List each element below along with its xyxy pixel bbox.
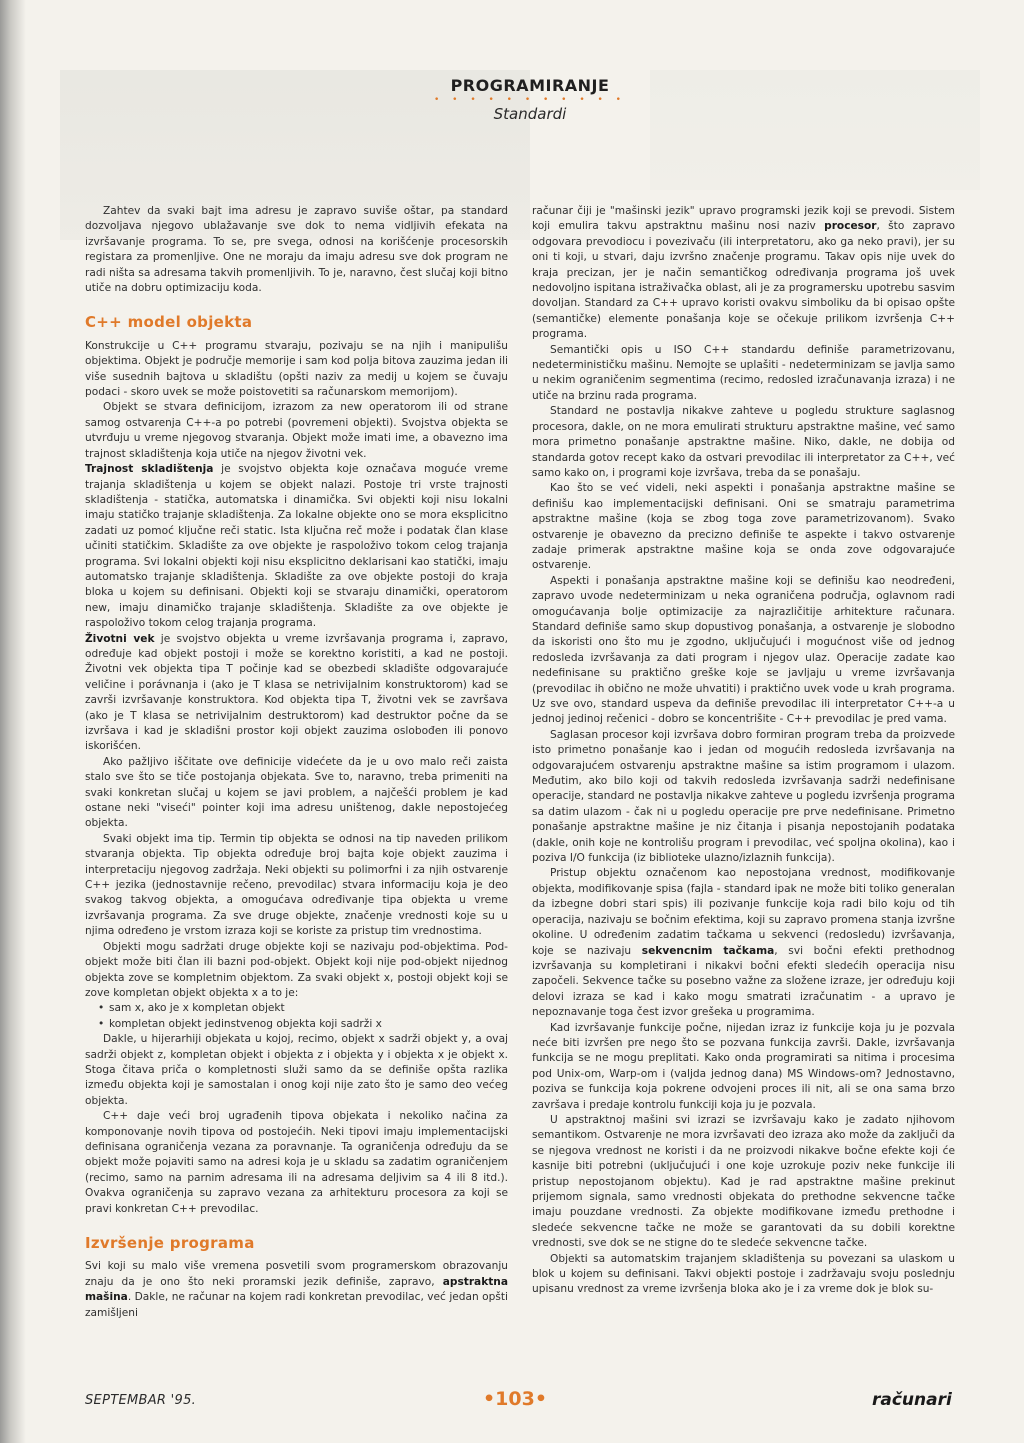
paragraph: Ako pažljivo iščitate ove definicije videćete da je u ovo malo reči zaista stalo sve što se tiče postojanja objekata. Sve to, naravno, treba primeniti na svaki konkretan slučaj u kojem se javi problem, a najčešći problem je kad ostane neki "viseći" pointer koji ima adresu uništenog, dakle nepostojećeg objekta. <box>85 755 508 830</box>
magazine-logo: računari <box>872 1390 952 1410</box>
paragraph-text: je svojstvo objekta u vreme izvršavanja programa i, zapravo, određuje kad objekt postoji i može se korektno koristiti, a kad ne postoji. Životni vek objekta tipa T počinje kad se obezbedi skladište odgovarajuće veličine i porávnanja i (ako je T klasa se netrivijalnim konstruktorom) kad se završi izvršavanje konstruktora. Kod objekta tipa T, životni vek se završava (ako je T klasa se netrivijalnim destruktorom) kad destruktor počne da se izvršava i kad je skladišni prostor koji objekt zauzima oslobođen ili ponovo iskorišćen. <box>85 632 508 753</box>
paragraph-abstract-machine <box>85 1259 508 1321</box>
paragraph: Standard ne postavlja nikakve zahteve u pogledu strukture saglasnog procesora, dakle, on ne mora emulirati strukturu apstraktne mašine, već samo mora primetno ponašanje apstraktne mašine. Niko, dakle, ne dobija od standarda gotov recept kako da ostvari prevodilac ili interpretator za C++, već samo kako on, i programi koje izvršava, treba da se ponašaju. <box>532 405 955 479</box>
intro-paragraph: Zahtev da svaki bajt ima adresu je zapravo suviše oštar, pa standard dozvoljava njegovo ublažavanje sve dok to nema vidljivih efekata na izvršavanje programa. To se, pre svega, odnosi na korišćenje procesorskih registara za promenljive. One ne moraju da imaju adresu sve dok program ne radi ništa sa adresama takvih promenljivih. To je, naravno, čest slučaj koji bitno utiče na dobru optimizaciju koda. <box>85 205 508 295</box>
paragraph-text: Pristup objektu označenom kao nepostojana vrednost, modifikovanje objekta, modifikovanje spisa (fajla - standard ipak ne može biti toliko generalan da izbegne dobri stari spis) ili pozivanje funkcije koja radi bilo koju od tih operacija, nazivaju se bočnim efektima, koji su zapravo promena stanja izvršne okoline. U određenim zadatim tačkama u sekvenci (redosledu) izvršavanja, koje se nazivaju <box>532 867 955 957</box>
paragraph-text: Svi koji su malo više vremena posvetili svom programerskom obrazovanju znaju da je ono što neki proramski jezik definiše, zapravo, <box>85 1260 508 1288</box>
section-title: PROGRAMIRANJE <box>450 76 610 95</box>
paragraph: C++ daje veći broj ugrađenih tipova objekata i nekoliko načina za komponovanje novih tipova od postojećih. Neki tipovi imaju implementacijski definisana ograničenja vezana za poravnanje. Ta ograničenja određuju da se objekt može pojaviti samo na adresi koja je u skladu sa zadatim ograničenjem (recimo, samo na parnim adresama ili na adresama deljivim sa 4 ili 8 itd.). Ovakva ograničenja su zapravo vezana za arhitekturu procesora za koji se pravi konkretan C++ prevodilac. <box>85 1110 508 1215</box>
decorative-dots: • • • • • • • • • • • <box>433 95 626 105</box>
list-item: • sam x, ako je x kompletan objekt <box>109 1001 508 1016</box>
paragraph: Semantički opis u ISO C++ standardu definiše parametrizovanu, nedeterminističku mašinu. Nemojte se uplašiti - nedeterminizam se javlja samo u nekim ograničenim segmentima (recimo, redosled izračunavanja izraza) i ne utiče na brzinu rada programa. <box>532 343 955 402</box>
term-abstract-machine: apstraktna mašina <box>85 1275 508 1304</box>
bullet-list <box>85 1001 508 1032</box>
right-column <box>532 204 955 1298</box>
heading-object-model: C++ model objekta <box>85 313 253 332</box>
issue-date: SEPTEMBAR '95. <box>85 1393 197 1408</box>
paragraph-sequence-points <box>532 866 955 1020</box>
paragraph: Svaki objekt ima tip. Termin tip objekta se odnosi na tip naveden prilikom stvaranja objekta. Tip objekta određuje broj bajta koje objekt zauzima i interpretaciju njegovog zadržaja. Neki objekti su polimorfni i za njih ostvarenje C++ jezika (jednostavnije rečeno, prevodilac) stvara informaciju koja je deo svakog takvog objekta, a omogućava određivanje tipa objekta u vreme izvršavanja programa. Za sve druge objekte, značenje vrednosti koje su u njima određeno je vrstom izraza koji se koriste za pristup tim vrednostima. <box>85 832 508 938</box>
term-processor: procesor <box>824 220 877 233</box>
page-header <box>430 76 630 123</box>
paragraph-storage-duration <box>85 462 508 631</box>
paragraph-text: . Dakle, ne računar na kojem radi konkretan prevodilac, već jedan opšti zamišljeni <box>85 1291 508 1319</box>
page-number: •103• <box>483 1388 547 1410</box>
left-column <box>85 204 508 1321</box>
subsection-title: Standardi <box>493 105 567 123</box>
paragraph: Konstrukcije u C++ programu stvaraju, pozivaju se na njih i manipulišu objektima. Objekt je područje memorije i sam kod polja bitova zauzima jedan ili više susednih bajtova u skladištu (opšti naziv za medij u kojem se čuvaju podaci - skoro uvek se može poistovetiti sa računarskom memorijom). <box>85 339 508 399</box>
paragraph: Objekti sa automatskim trajanjem skladištenja su povezani sa ulaskom u blok u kojem su definisani. Takvi objekti postoje i zadržavaju svoju poslednju upisanu vrednost za vreme izvršenja bloka ako je i za vreme dok je blok su- <box>532 1252 955 1296</box>
term-lifetime: Životni vek <box>85 632 155 645</box>
background-banner-right <box>650 70 980 190</box>
paragraph-text: , svi bočni efekti prethodnog izvršavanja su kompletirani i nikakvi bočni efekti sledećih operacija nisu započeli. Sekvence tačke su posebno važne za složene izraze, jer određuju koji delovi izraza se kad i kako mogu smatrati izračunatim - a upravo je nepoznavanje toga čest izvor grešeka u programima. <box>532 944 955 1019</box>
paragraph: Dakle, u hijerarhiji objekata u kojoj, recimo, objekt x sadrži objekt y, a ovaj sadrži objekt z, kompletan objekt i objekta z i objekta y i objekta x je objekt x. Stoga čitava priča o kompletnosti služi samo da se definiše opšta razlika između objekta koji je samostalan i onog koji nije zato što je samo deo većeg objekta. <box>85 1033 508 1107</box>
paragraph-text: , što zapravo odgovara prevodiocu i povezivaču (ili interpretatoru, ako ga neko pravi), jer su oni ti koji, u stvari, daju izvršno značenje programu. Takav opis nije uvek do kraja precizan, jer je način semantičkog određivanja programa još uvek nedovoljno ispitana istraživačka oblast, ali je za programersku upotrebu sasvim dovoljan. Standard za C++ upravo koristi ovakvu simboliku da bi opisao opšte (semantičke) elemente ponašanja koje se očekuje prilikom izvršenja C++ programa. <box>532 220 955 341</box>
paragraph-lifetime <box>85 632 508 755</box>
paragraph: Saglasan procesor koji izvršava dobro formiran program treba da proizvede isto primetno ponašanje kao i jedan od mogućih redosleda izvršavanja na odgovarajućem ostvarenju apstraktne mašine sa istim programom i ulazom. Međutim, ako bilo koji od takvih redosleda izvršavanja sadrži nedefinisane operacije, standard ne postavlja nikakve zahteve u pogledu izvršenja programa sa datim ulazom - čak ni u pogledu operacije pre prve nedefinisane. Primetno ponašanje apstraktne mašine je niz čitanja i pisanja nepostojanih podataka (dakle, onih koje ne kontrolišu program i prevodilac, već spoljna okolina), kao i poziva I/O funkcija (iz biblioteke ulazno/izlaznih funkcija). <box>532 728 955 865</box>
term-sequence-points: sekvencnim tačkama <box>641 944 775 957</box>
paragraph: Objekti mogu sadržati druge objekte koji se nazivaju pod-objektima. Pod-objekt može biti član ili bazni pod-objekt. Objekt koji nije pod-objekt nijednog objekta zove se kompletnim objektom. Za svaki objekt x, postoji objekt koji se zove kompletan objekt objekta x a to je: <box>85 940 508 999</box>
paragraph: Aspekti i ponašanja apstraktne mašine koji se definišu kao neodređeni, zapravo uvode nedeterminizam u neka ograničena područja, oglavnom radi omogućavanja bolje optimizacije za najrazličitije arhitekture računara. Standard definiše samo skup dopustivog ponašanja, a ostvarenje je slobodno da iskoristi ono što mu je zgodno, uključujući i mogućnost više od jednog redosleda izvršavanja za dati program i njegov ulaz. Operacije zadate kao nedefinisane su praktično greške koje se javljaju u vreme izvršavanja (prevodilac ih obično ne može uhvatiti) i praktično uvek vode u krah programa. Uz sve ovo, standard uspeva da definiše prevodilac ili interpretator C++-a u jednoj jedinoj rečenici - dobro se koncentrišite - C++ prevodilac je pred vama. <box>532 574 955 726</box>
binding-shadow <box>0 0 26 1443</box>
paragraph-text: računar čiji je "mašinski jezik" upravo programski jezik koji se prevodi. Sistem koji emulira takvu apstraktnu mašinu nosi naziv <box>532 205 955 233</box>
paragraph: Objekt se stvara definicijom, izrazom za new operatorom ili od strane samog ostvarenja C++-a po potrebi (povremeni objekti). Svojstva objekta se utvrđuju u vreme njegovog stvaranja. Objekt može imati ime, a obavezno ima trajnost skladištenja koja utiče na njegov životni vek. <box>85 401 508 460</box>
paragraph: U apstraktnoj mašini svi izrazi se izvršavaju kako je zadato njihovom semantikom. Ostvarenje ne mora izvršavati deo izraza ako može da zaključi da se njegova vrednost ne koristi i da ne proizvodi nikakve bočne efekte koji će kasnije biti potrebni (uključujući i one koje uzrokuje poziv neke funkcije ili pristup nepostojanom objektu). Kad je rad apstraktne mašine prekinut prijemom signala, samo vrednosti objekata do prethodne sekvencne tačke imaju pouzdane vrednosti. Za objekte modifikovane između prethodne i sledeće sekvencne tačke ne može se garantovati da su dobili korektne vrednosti, sve dok se ne stigne do te sledeće sekvencne tačke. <box>532 1113 955 1250</box>
paragraph: Kad izvršavanje funkcije počne, nijedan izraz iz funkcije koja ju je pozvala neće biti izvršen pre nego što se pozvana funkcija završi. Dakle, izvršavanja funkcija se ne mogu preplitati. Kako onda programirati sa nitima i procesima pod Unix-om, Warp-om i (valjda jednog dana) MS Windows-om? Jednostavno, poziva se funkcija koja pokrene odvojeni proces ili nit, ali se ona sama brzo završava i predaje kontrolu funkciji koja ju je pozvala. <box>532 1021 955 1111</box>
heading-program-execution: Izvršenje programa <box>85 1234 255 1252</box>
paragraph-text: je svojstvo objekta koje označava moguće vreme trajanja skladištenja u kojem se objekt nalazi. Postoje tri vrste trajnosti skladištenja - statička, automatska i dinamička. Svi objekti koji nisu lokalni imaju statičko trajanje skladištenja. Za lokalne objekte ono se mora eksplicitno zadati uz pomoć ključne reči static. Ista ključna reč može i podatak član klase učiniti statičkim. Skladište za ove objekte je raspoloživo tokom celog trajanja programa. Svi lokalni objekti koji nisu eksplicitno deklarisani kao statički, imaju automatsko trajanje skladištenja. Skladište za ove objekte postoji do kraja bloka u kojem su definisani. Objekti koji se stvaraju dinamički, operatorom new, imaju dinamičko trajanje skladištenja. Skladište za ove objekte je raspoloživo tokom celog trajanja programa. <box>85 463 508 630</box>
term-storage-duration: Trajnost skladištenja <box>85 463 214 476</box>
paragraph-processor <box>532 204 955 343</box>
list-item: • kompletan objekt jedinstvenog objekta koji sadrži x <box>109 1017 508 1032</box>
paragraph: Kao što se već videli, neki aspekti i ponašanja apstraktne mašine se definišu kao implementacijski definisani. Oni se smatraju parametrima apstraktne mašine (koja se zbog toga zove parametrizovanom). Svako ostvarenje je obavezno da precizno definiše te aspekte i takvo ostvarenje zadaje primerak apstraktne mašine koja se onda zove odgovarajuće ostvarenje. <box>532 482 955 572</box>
